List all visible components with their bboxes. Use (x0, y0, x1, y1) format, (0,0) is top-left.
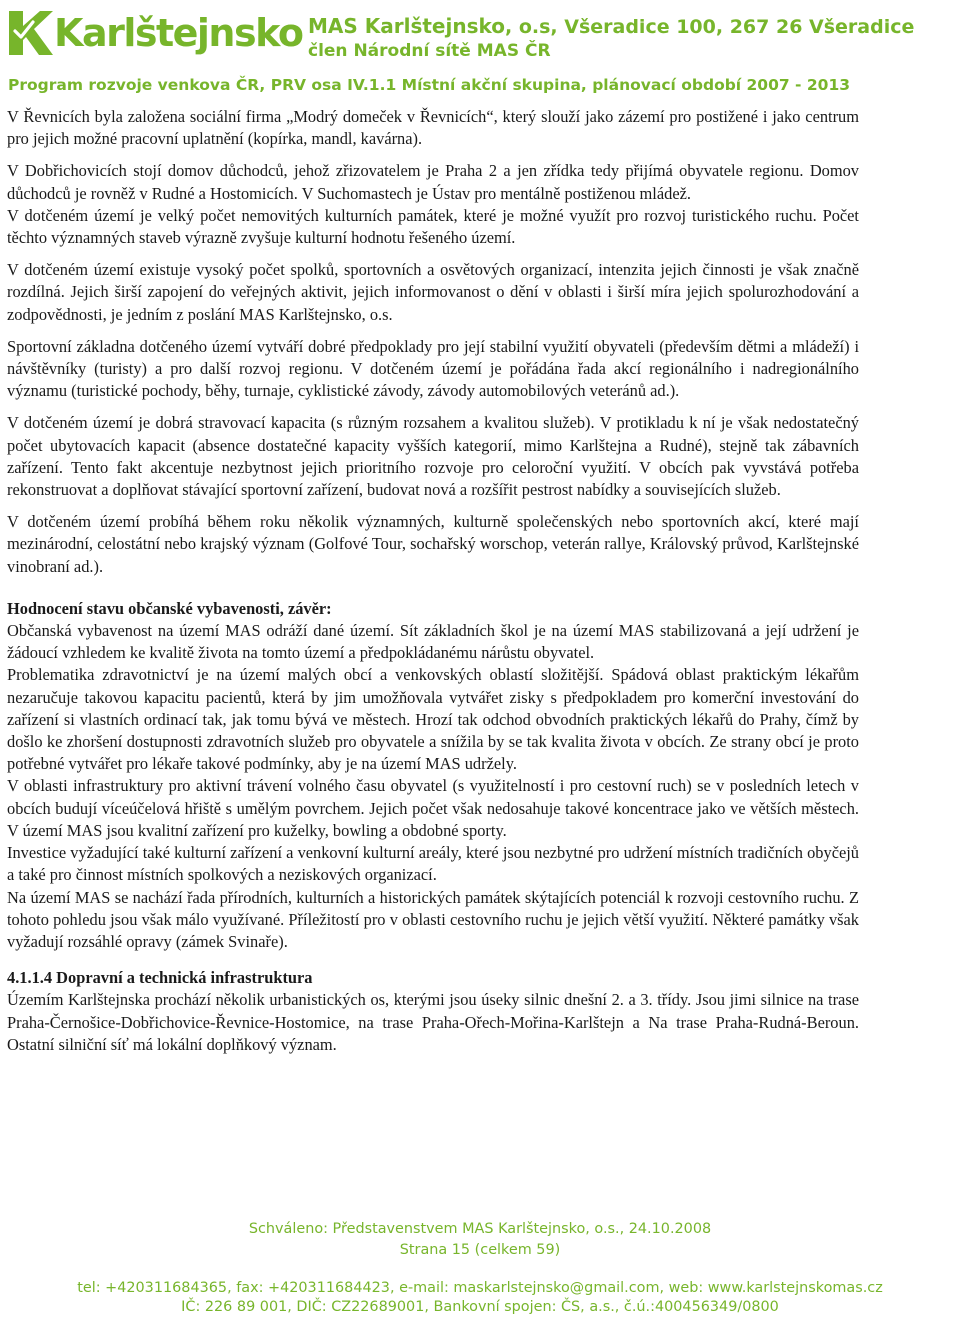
karlstejnsko-logo (6, 4, 302, 62)
org-address: , o.s, Všeradice 100, 267 26 Všeradice (505, 16, 915, 38)
paragraph: V Dobřichovicích stojí domov důchodců, jehož zřizovatelem je Praha 2 a jen zřídka tedy přijímá obyvatele regionu. Domov důchodců je rovněž v Rudné a Hostomicích. V Suchomastech je Ústav pro mentálně postiženou mládež. (7, 161, 859, 203)
paragraph: V Řevnicích byla založena sociální firma „Modrý domeček v Řevnicích“, který slouží jako zázemí pro postižené i jako centrum pro jejich možné pracovní uplatnění (kopírka, mandl, kavárna). (7, 107, 859, 149)
footer-page-number: Strana 15 (celkem 59) (399, 1242, 561, 1258)
paragraph: Investice vyžadující také kulturní zařízení a venkovní kulturní areály, které jsou nezbytné pro udržení místních tradičních obyčejů a také pro činnost místních spolkových a neziskových organizací. (7, 843, 859, 885)
member-line: člen Národní sítě MAS ČR (308, 41, 551, 61)
paragraph: Problematika zdravotnictví je na území malých obcí a venkovských oblastí složitější. Spádová oblast praktickým lékařům nezaručuje takovou kapacitu pacientů, která by jim umožňovala vytvářet zisky s předpokladem pro komerční investování do zařízení si vlastních ordinací tak, jak tomu bývá ve městech. Hrozí tak odchod obvodních praktických lékařů do Prahy, čímž by došlo ke zhoršení dostupnosti zdravotních služeb pro obyvatele a snížila by se tak kvalita života v obcích. Ze strany obcí je proto potřebné vytvářet pro lékaře takové podmínky, aby je na území MAS udržely. (7, 665, 859, 774)
paragraph: Sportovní základna dotčeného území vytváří dobré předpoklady pro její stabilní využití obyvateli (především dětmi a mládeží) i návštěvníky (turisty) a pro další rozvoj regionu. V dotčeném území je pořádána řada akcí regionálního i nadregionálního významu (turistické pochody, běhy, turnaje, cyklistické závody, závody automobilových veteránů ad.). (7, 336, 859, 401)
paragraph: Na území MAS se nachází řada přírodních, kulturních a historických památek skýtajících potenciál k rozvoji cestovního ruchu. Z tohoto pohledu jsou však málo využívané. Příležitostí pro v oblasti cestovního ruchu je jejich větší využití. Některé památky však vyžadují rozsáhlé opravy (zámek Svinaře). (7, 887, 859, 951)
paragraph: V oblasti infrastruktury pro aktivní trávení volného času obyvatel (s využitelností i pro cestovní ruch) se v posledních letech v obcích budují víceúčelová hřiště s umělým povrchem. Jejich počet však nedosahuje takové koncentrace jako ve větších městech. V území MAS jsou kvalitní zařízení pro kuželky, bowling a obdobné sporty. (7, 776, 859, 840)
paragraph: V dotčeném území existuje vysoký počet spolků, sportovních a osvětových organizací, intenzita jejich činnosti je však značně rozdílná. Jejich širší zapojení do veřejných aktivit, jejich informovanost o dění v oblasti i širší míra jejich spolurozhodování a zodpovědnosti, je jedním z poslání MAS Karlštejnsko, o.s. (7, 260, 859, 324)
paragraph: V dotčeném území probíhá během roku několik významných, kulturně společenských nebo sportovních akcí, které mají mezinárodní, celostátní nebo krajský význam (Golfové Tour, sochařský worschop, veterán rallye, Královský průvod, Karlštejnské vinobraní ad.). (7, 512, 859, 576)
section-heading: 4.1.1.4 Dopravní a technická infrastruktura (7, 968, 313, 988)
program-line: Program rozvoje venkova ČR, PRV osa IV.1.1 Místní akční skupina, plánovací období 2007 - 2013 (8, 76, 851, 94)
footer-approved: Schváleno: Představenstvem MAS Karlštejnsko, o.s., 24.10.2008 (248, 1221, 712, 1237)
org-name: MAS Karlštejnsko (308, 14, 505, 38)
paragraph: Občanská vybavenost na území MAS odráží dané území. Sít základních škol je na území MAS stabilizovaná a její udržení je žádoucí vzhledem ke kvalitě života na tomto území a předpokládanému nárůstu obyvatel. (7, 621, 859, 663)
header-org-info (308, 14, 914, 63)
org-address-line (308, 14, 914, 39)
footer-ids: IČ: 226 89 001, DIČ: CZ22689001, Bankovní spojen: ČS, a.s., č.ú.:400456349/0800 (181, 1299, 779, 1315)
paragraph: V dotčeném území je dobrá stravovací kapacita (s různým rozsahem a kvalitou služeb). V protikladu k ní je však nedostatečný počet ubytovacích kapacit (absence dostatečné kapacity vyšších kategorií, mimo Karlštejna a Rudné), stejně tak zábavních zařízení. Tento fakt akcentuje nezbytnost jejich prioritního rozvoje pro celoroční využití. V obcích pak vyvstává potřeba rekonstruovat a doplňovat stávající sportovní zařízení, budovat nová a rozšířit pestrost nabídky a souvisejících služeb. (7, 413, 859, 500)
logo-text: Karlštejnsko (54, 11, 303, 55)
section-heading: Hodnocení stavu občanské vybavenosti, závěr: (7, 598, 332, 618)
paragraph: V dotčeném území je velký počet nemovitých kulturních památek, které je možné využít pro rozvoj turistického ruchu. Počet těchto významných staveb výrazně zvyšuje kulturní hodnotu řešeného území. (7, 205, 859, 248)
paragraph: Územím Karlštejnska prochází několik urbanistických os, kterými jsou úseky silnic dnešní 2. a 3. třídy. Jsou jimi silnice na trase Praha-Černošice-Dobřichovice-Řevnice-Hostomice, na trase Praha-Ořech-Mořina-Karlštejn a Na trase Praha-Rudná-Beroun. Ostatní silniční síť má lokální doplňkový význam. (7, 990, 859, 1054)
footer-contact: tel: +420311684365, fax: +420311684423, e-mail: maskarlstejnsko@gmail.com, web: www.karlstejnskomas.cz (77, 1280, 883, 1296)
logo-mark-icon (6, 7, 56, 59)
document-body (7, 106, 859, 1056)
